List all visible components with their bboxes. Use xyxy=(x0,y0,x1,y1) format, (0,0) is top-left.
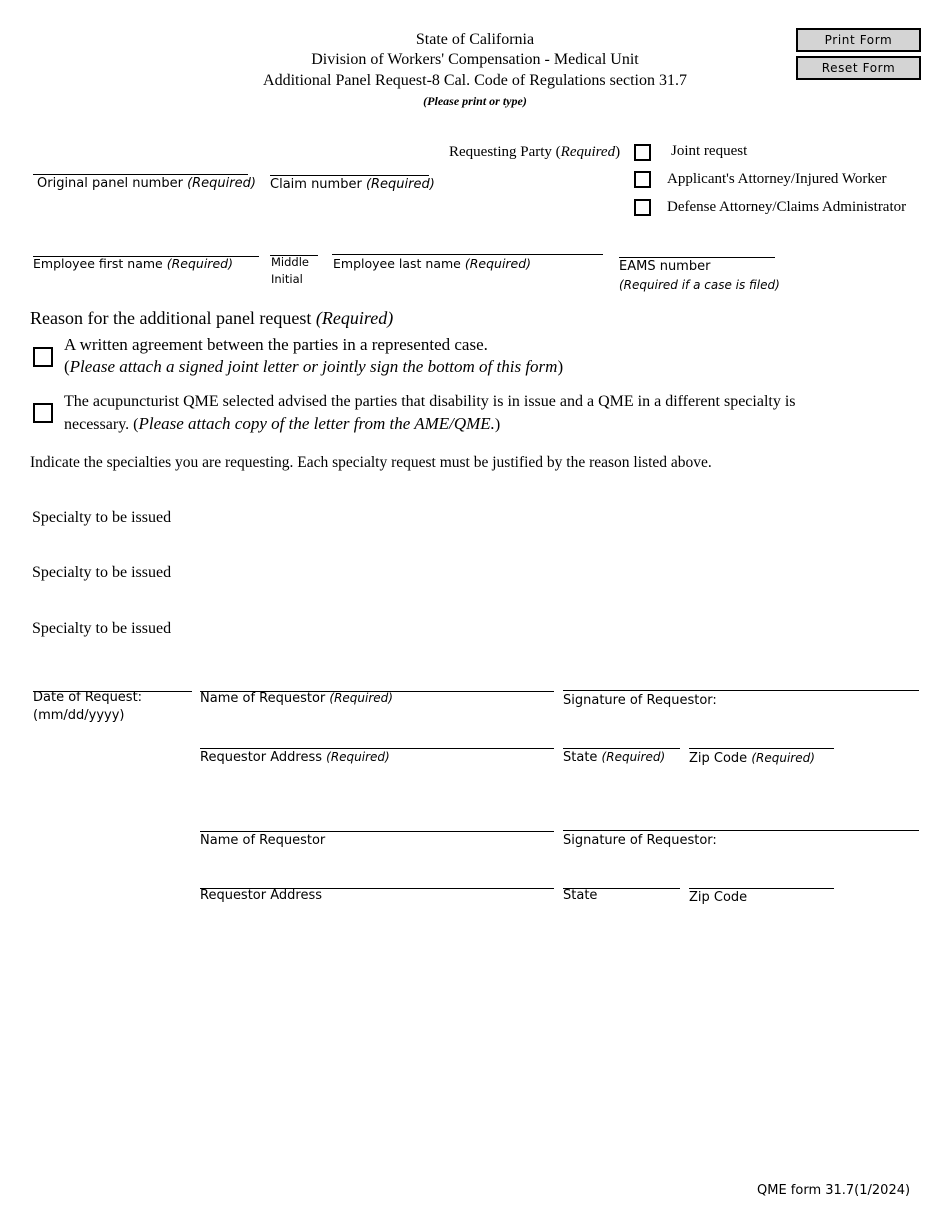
original-panel-label: Original panel number (Required) xyxy=(37,176,256,191)
header-print-note: (Please print or type) xyxy=(423,94,527,108)
reason-title: Reason for the additional panel request (Required) xyxy=(30,308,394,328)
last-name-label: Employee last name (Required) xyxy=(333,256,532,271)
joint-request-label: Joint request xyxy=(671,143,748,159)
acupuncturist-qme-text: The acupuncturist QME selected advised the parties that disability is in issue and a QME in a different specialty is necessary. (Please attach copy of the letter from the AME/QME.) xyxy=(64,393,796,433)
middle-label: Middle xyxy=(271,255,309,269)
zip-label: Zip Code xyxy=(689,890,748,905)
name-requestor-label: Name of Requestor xyxy=(200,833,326,848)
form-id-footer: QME form 31.7(1/2024) xyxy=(757,1183,911,1198)
eams-input-line[interactable] xyxy=(619,257,775,258)
specialty-2-label: Specialty to be issued xyxy=(32,564,172,581)
reset-form-button[interactable]: Reset Form xyxy=(796,56,921,80)
defense-attorney-label: Defense Attorney/Claims Administrator xyxy=(667,199,907,215)
specialty-1-label: Specialty to be issued xyxy=(32,509,172,526)
address-label: Requestor Address xyxy=(200,888,323,903)
date-format-label: (mm/dd/yyyy) xyxy=(33,708,125,723)
header-state: State of California xyxy=(415,31,535,48)
name-requestor-req-label: Name of Requestor (Required) xyxy=(200,691,393,706)
zip-req-label: Zip Code (Required) xyxy=(689,751,815,766)
eams-note: (Required if a case is filed) xyxy=(619,278,780,292)
acupuncturist-qme-checkbox[interactable] xyxy=(33,403,53,423)
date-label: Date of Request: xyxy=(33,690,143,705)
state-label: State xyxy=(563,888,598,903)
initial-label: Initial xyxy=(271,272,303,286)
specialties-instruction: Indicate the specialties you are requesting. Each specialty request must be justified by the reason listed above. xyxy=(30,454,712,471)
zip-req-input-line[interactable] xyxy=(689,748,834,749)
written-agreement-checkbox[interactable] xyxy=(33,347,53,367)
header-form-title: Additional Panel Request-8 Cal. Code of Regulations section 31.7 xyxy=(263,72,687,89)
signature-2-input-line[interactable] xyxy=(563,830,919,831)
claim-number-input-line[interactable] xyxy=(270,175,429,176)
requesting-party-label: Requesting Party (Required) xyxy=(449,144,621,160)
first-name-label: Employee first name (Required) xyxy=(33,256,233,271)
print-form-button[interactable]: Print Form xyxy=(796,28,921,52)
header-division: Division of Workers' Compensation - Medical Unit xyxy=(311,51,639,68)
eams-label: EAMS number xyxy=(619,259,711,274)
applicant-attorney-label: Applicant's Attorney/Injured Worker xyxy=(667,171,887,187)
signature-2-label: Signature of Requestor: xyxy=(563,833,717,848)
defense-attorney-checkbox[interactable] xyxy=(634,199,651,216)
last-name-input-line[interactable] xyxy=(332,254,603,255)
signature-1-label: Signature of Requestor: xyxy=(563,693,717,708)
name-requestor-input-line[interactable] xyxy=(200,831,554,832)
applicant-attorney-checkbox[interactable] xyxy=(634,171,651,188)
signature-1-input-line[interactable] xyxy=(563,690,919,691)
state-req-label: State (Required) xyxy=(563,750,666,765)
written-agreement-note: (Please attach a signed joint letter or jointly sign the bottom of this form) xyxy=(64,357,564,376)
claim-number-label: Claim number (Required) xyxy=(270,177,435,192)
original-panel-input-line[interactable] xyxy=(33,174,248,175)
zip-input-line[interactable] xyxy=(689,888,834,889)
written-agreement-text: A written agreement between the parties in a represented case. xyxy=(64,335,488,354)
address-req-label: Requestor Address (Required) xyxy=(200,750,390,765)
joint-request-checkbox[interactable] xyxy=(634,144,651,161)
specialty-3-label: Specialty to be issued xyxy=(32,620,172,637)
